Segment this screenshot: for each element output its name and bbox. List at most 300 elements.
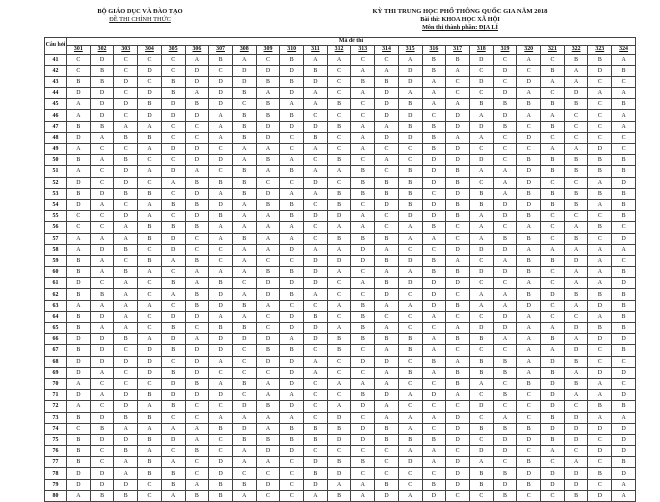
answer-cell: A xyxy=(517,278,541,289)
table-row xyxy=(45,390,636,401)
answer-cell: A xyxy=(588,199,612,210)
answer-cell: C xyxy=(493,222,517,233)
answer-cell: D xyxy=(446,278,470,289)
answer-cell: C xyxy=(398,356,422,367)
exam-code: 313 xyxy=(351,46,375,55)
answer-cell: A xyxy=(138,267,162,278)
answer-cell: C xyxy=(422,423,446,434)
answer-cell: D xyxy=(541,468,565,479)
answer-cell: C xyxy=(446,289,470,300)
answer-cell: D xyxy=(469,323,493,334)
answer-cell: A xyxy=(67,99,91,110)
answer-cell: C xyxy=(612,222,636,233)
answer-cell: B xyxy=(138,222,162,233)
answer-cell: B xyxy=(327,121,351,132)
answer-cell: C xyxy=(280,255,304,266)
answer-cell: A xyxy=(375,323,399,334)
table-row xyxy=(45,166,636,177)
answer-cell: B xyxy=(564,155,588,166)
answer-cell: B xyxy=(185,177,209,188)
answer-cell: B xyxy=(398,177,422,188)
answer-cell: A xyxy=(256,222,280,233)
answer-cell: B xyxy=(327,490,351,501)
answer-cell: B xyxy=(327,457,351,468)
table-row xyxy=(45,490,636,501)
answer-cell: B xyxy=(185,446,209,457)
answer-cell: A xyxy=(398,267,422,278)
answer-cell: B xyxy=(67,267,91,278)
answer-cell: A xyxy=(446,356,470,367)
answer-cell: D xyxy=(564,412,588,423)
answer-cell: D xyxy=(114,76,138,87)
answer-cell: D xyxy=(304,334,328,345)
answer-cell: A xyxy=(422,334,446,345)
answer-cell: A xyxy=(138,446,162,457)
answer-cell: B xyxy=(375,434,399,445)
answer-cell: D xyxy=(280,244,304,255)
answer-cell: A xyxy=(232,155,256,166)
answer-cell: A xyxy=(517,345,541,356)
table-row xyxy=(45,110,636,121)
answer-cell: D xyxy=(469,446,493,457)
answer-cell: A xyxy=(304,289,328,300)
answer-cell: C xyxy=(588,457,612,468)
answer-cell: A xyxy=(304,144,328,155)
answer-cell: D xyxy=(446,479,470,490)
answer-cell: C xyxy=(493,132,517,143)
answer-cell: A xyxy=(280,233,304,244)
answer-cell: A xyxy=(517,222,541,233)
answer-cell: A xyxy=(114,222,138,233)
answer-cell: D xyxy=(185,76,209,87)
answer-cell: B xyxy=(351,188,375,199)
answer-cell: C xyxy=(446,311,470,322)
answer-cell: B xyxy=(469,423,493,434)
answer-cell: B xyxy=(185,300,209,311)
answer-cell: C xyxy=(327,76,351,87)
answer-cell: A xyxy=(138,211,162,222)
answer-cell: D xyxy=(446,468,470,479)
answer-cell: B xyxy=(375,423,399,434)
answer-cell: D xyxy=(304,211,328,222)
answer-cell: B xyxy=(232,434,256,445)
answer-cell: C xyxy=(90,144,114,155)
answer-cell: B xyxy=(67,76,91,87)
answer-cell: A xyxy=(517,110,541,121)
answer-cell: C xyxy=(493,155,517,166)
table-row xyxy=(45,468,636,479)
answer-cell: C xyxy=(612,378,636,389)
answer-cell: B xyxy=(398,199,422,210)
question-number: 68 xyxy=(45,356,67,367)
answer-cell: A xyxy=(612,479,636,490)
answer-cell: B xyxy=(67,446,91,457)
answer-cell: A xyxy=(67,490,91,501)
answer-cell: B xyxy=(161,345,185,356)
answer-cell: C xyxy=(209,144,233,155)
table-row xyxy=(45,244,636,255)
answer-cell: C xyxy=(446,222,470,233)
answer-cell: A xyxy=(541,323,565,334)
answer-cell: D xyxy=(564,255,588,266)
exam-code: 321 xyxy=(541,46,565,55)
answer-cell: C xyxy=(138,289,162,300)
answer-cell: D xyxy=(232,65,256,76)
answer-cell: A xyxy=(327,401,351,412)
answer-cell: A xyxy=(375,401,399,412)
answer-cell: D xyxy=(422,166,446,177)
answer-cell: A xyxy=(564,390,588,401)
answer-cell: B xyxy=(232,110,256,121)
answer-cell: D xyxy=(256,356,280,367)
answer-cell: D xyxy=(375,110,399,121)
answer-cell: C xyxy=(588,356,612,367)
answer-cell: B xyxy=(304,423,328,434)
exam-code: 315 xyxy=(398,46,422,55)
answer-cell: B xyxy=(256,267,280,278)
question-number: 51 xyxy=(45,166,67,177)
answer-cell: D xyxy=(280,65,304,76)
exam-code: 301 xyxy=(67,46,91,55)
answer-cell: A xyxy=(304,54,328,65)
answer-cell: B xyxy=(446,166,470,177)
answer-cell: D xyxy=(588,334,612,345)
answer-cell: B xyxy=(161,468,185,479)
answer-cell: D xyxy=(185,155,209,166)
table-row xyxy=(45,177,636,188)
answer-cell: D xyxy=(422,278,446,289)
answer-cell: D xyxy=(209,345,233,356)
answer-cell: D xyxy=(588,367,612,378)
answer-cell: B xyxy=(256,155,280,166)
answer-cell: A xyxy=(185,166,209,177)
answer-cell: B xyxy=(256,110,280,121)
answer-cell: B xyxy=(232,323,256,334)
answer-cell: D xyxy=(517,434,541,445)
question-number: 41 xyxy=(45,54,67,65)
answer-cell: A xyxy=(232,267,256,278)
answer-cell: D xyxy=(209,155,233,166)
answer-cell: D xyxy=(588,423,612,434)
answer-cell: D xyxy=(161,311,185,322)
answer-cell: C xyxy=(588,211,612,222)
answer-cell: C xyxy=(446,233,470,244)
answer-cell: A xyxy=(612,88,636,99)
answer-cell: D xyxy=(493,323,517,334)
answer-cell: D xyxy=(446,155,470,166)
answer-cell: A xyxy=(138,121,162,132)
answer-cell: C xyxy=(351,155,375,166)
answer-cell: D xyxy=(375,199,399,210)
answer-cell: B xyxy=(185,255,209,266)
answer-cell: C xyxy=(398,144,422,155)
table-row xyxy=(45,457,636,468)
answer-cell: D xyxy=(114,479,138,490)
question-number: 70 xyxy=(45,378,67,389)
answer-cell: B xyxy=(90,289,114,300)
answer-cell: C xyxy=(90,222,114,233)
answer-cell: B xyxy=(138,99,162,110)
answer-cell: C xyxy=(541,300,565,311)
table-row xyxy=(45,222,636,233)
answer-cell: A xyxy=(398,490,422,501)
answer-cell: B xyxy=(493,423,517,434)
answer-cell: A xyxy=(185,434,209,445)
answer-cell: B xyxy=(469,356,493,367)
answer-cell: A xyxy=(422,345,446,356)
answer-cell: C xyxy=(564,177,588,188)
table-row xyxy=(45,356,636,367)
answer-cell: C xyxy=(67,423,91,434)
table-row xyxy=(45,311,636,322)
answer-cell: B xyxy=(138,255,162,266)
answer-cell: B xyxy=(138,434,162,445)
answer-cell: B xyxy=(517,155,541,166)
answer-cell: B xyxy=(541,65,565,76)
answer-cell: D xyxy=(351,434,375,445)
answer-cell: A xyxy=(588,244,612,255)
answer-cell: A xyxy=(138,334,162,345)
answer-cell: C xyxy=(138,323,162,334)
answer-cell: A xyxy=(564,144,588,155)
answer-cell: A xyxy=(493,289,517,300)
answer-cell: B xyxy=(564,356,588,367)
answer-cell: B xyxy=(280,166,304,177)
answer-cell: D xyxy=(67,88,91,99)
answer-cell: C xyxy=(304,401,328,412)
answer-cell: D xyxy=(161,110,185,121)
answer-cell: A xyxy=(422,311,446,322)
answer-cell: D xyxy=(90,88,114,99)
answer-cell: A xyxy=(67,244,91,255)
question-number: 56 xyxy=(45,222,67,233)
answer-cell: B xyxy=(304,311,328,322)
answer-cell: A xyxy=(209,110,233,121)
answer-cell: A xyxy=(232,222,256,233)
answer-cell: D xyxy=(564,479,588,490)
answer-cell: B xyxy=(256,99,280,110)
answer-cell: C xyxy=(351,110,375,121)
answer-cell: C xyxy=(67,222,91,233)
answer-cell: C xyxy=(280,132,304,143)
answer-cell: C xyxy=(256,177,280,188)
answer-cell: A xyxy=(161,457,185,468)
answer-cell: A xyxy=(327,300,351,311)
answer-cell: D xyxy=(280,323,304,334)
answer-cell: D xyxy=(612,446,636,457)
answer-cell: A xyxy=(398,222,422,233)
answer-cell: B xyxy=(564,490,588,501)
answer-cell: B xyxy=(541,188,565,199)
answer-cell: D xyxy=(304,76,328,87)
answer-cell: D xyxy=(517,177,541,188)
answer-cell: D xyxy=(304,177,328,188)
answer-cell: B xyxy=(612,166,636,177)
answer-cell: B xyxy=(422,479,446,490)
answer-cell: C xyxy=(327,356,351,367)
answer-cell: A xyxy=(256,423,280,434)
answer-cell: D xyxy=(612,334,636,345)
answer-cell: A xyxy=(209,412,233,423)
answer-cell: D xyxy=(161,99,185,110)
answer-cell: D xyxy=(90,99,114,110)
answer-cell: A xyxy=(517,323,541,334)
answer-cell: A xyxy=(304,188,328,199)
answer-cell: B xyxy=(446,177,470,188)
answer-cell: A xyxy=(114,311,138,322)
answer-cell: C xyxy=(161,65,185,76)
answer-cell: B xyxy=(114,334,138,345)
answer-cell: A xyxy=(209,356,233,367)
answer-cell: A xyxy=(256,244,280,255)
answer-cell: D xyxy=(138,65,162,76)
question-number: 76 xyxy=(45,446,67,457)
answer-cell: C xyxy=(114,367,138,378)
answer-cell: C xyxy=(517,390,541,401)
answer-cell: B xyxy=(114,267,138,278)
exam-code: 319 xyxy=(493,46,517,55)
answer-cell: A xyxy=(541,76,565,87)
table-row xyxy=(45,211,636,222)
answer-cell: B xyxy=(256,199,280,210)
answer-cell: C xyxy=(493,54,517,65)
exam-code: 318 xyxy=(469,46,493,55)
answer-cell: B xyxy=(588,222,612,233)
answer-cell: C xyxy=(185,401,209,412)
answer-cell: D xyxy=(375,99,399,110)
question-number: 65 xyxy=(45,323,67,334)
answer-cell: C xyxy=(304,412,328,423)
answer-cell: D xyxy=(398,132,422,143)
answer-cell: A xyxy=(612,121,636,132)
answer-cell: B xyxy=(517,378,541,389)
answer-cell: B xyxy=(90,121,114,132)
question-number: 69 xyxy=(45,367,67,378)
answer-cell: D xyxy=(138,110,162,121)
answer-cell: D xyxy=(90,479,114,490)
answer-cell: D xyxy=(280,401,304,412)
question-number: 48 xyxy=(45,132,67,143)
exam-code: 305 xyxy=(161,46,185,55)
answer-cell: D xyxy=(256,65,280,76)
answer-cell: C xyxy=(161,412,185,423)
answer-cell: B xyxy=(114,244,138,255)
answer-cell: B xyxy=(493,390,517,401)
answer-cell: D xyxy=(327,468,351,479)
answer-cell: C xyxy=(398,378,422,389)
answer-cell: D xyxy=(90,412,114,423)
answer-cell: C xyxy=(398,479,422,490)
answer-cell: A xyxy=(351,65,375,76)
answer-cell: D xyxy=(541,423,565,434)
answer-cell: B xyxy=(256,401,280,412)
answer-cell: D xyxy=(280,446,304,457)
answer-cell: A xyxy=(161,490,185,501)
answer-cell: B xyxy=(517,267,541,278)
answer-cell: C xyxy=(398,289,422,300)
answer-cell: C xyxy=(114,54,138,65)
answer-cell: C xyxy=(256,255,280,266)
answer-cell: B xyxy=(564,199,588,210)
question-number: 47 xyxy=(45,121,67,132)
answer-cell: C xyxy=(280,457,304,468)
answer-cell: B xyxy=(375,334,399,345)
answer-cell: A xyxy=(67,166,91,177)
answer-cell: C xyxy=(327,132,351,143)
answer-cell: D xyxy=(327,211,351,222)
answer-cell: B xyxy=(469,334,493,345)
table-row xyxy=(45,255,636,266)
answer-cell: B xyxy=(185,490,209,501)
answer-cell: C xyxy=(541,177,565,188)
answer-cell: A xyxy=(209,378,233,389)
table-row xyxy=(45,367,636,378)
answer-cell: D xyxy=(327,434,351,445)
answer-cell: B xyxy=(564,99,588,110)
table-row xyxy=(45,289,636,300)
answer-cell: D xyxy=(517,468,541,479)
answer-cell: A xyxy=(90,233,114,244)
question-number: 74 xyxy=(45,423,67,434)
answer-cell: B xyxy=(351,166,375,177)
table-row xyxy=(45,267,636,278)
answer-cell: A xyxy=(90,300,114,311)
answer-cell: C xyxy=(446,88,470,99)
answer-cell: D xyxy=(161,233,185,244)
answer-cell: C xyxy=(541,211,565,222)
answer-cell: B xyxy=(351,390,375,401)
question-column-header: Câu hỏi xyxy=(45,38,67,55)
answer-cell: D xyxy=(564,468,588,479)
answer-cell: C xyxy=(232,278,256,289)
answer-cell: A xyxy=(375,300,399,311)
answer-cell: B xyxy=(612,99,636,110)
answer-cell: A xyxy=(493,255,517,266)
table-row xyxy=(45,199,636,210)
answer-cell: D xyxy=(161,166,185,177)
answer-cell: B xyxy=(209,54,233,65)
answer-cell: A xyxy=(469,378,493,389)
answer-cell: A xyxy=(280,99,304,110)
answer-cell: A xyxy=(351,211,375,222)
answer-cell: C xyxy=(469,88,493,99)
answer-cell: C xyxy=(138,244,162,255)
answer-cell: C xyxy=(375,222,399,233)
answer-cell: A xyxy=(209,121,233,132)
answer-cell: B xyxy=(517,479,541,490)
answer-cell: A xyxy=(185,423,209,434)
answer-cell: A xyxy=(304,99,328,110)
answer-cell: D xyxy=(138,88,162,99)
exam-info-block xyxy=(300,8,620,32)
answer-cell: B xyxy=(541,255,565,266)
answer-cell: A xyxy=(517,244,541,255)
answer-cell: D xyxy=(304,479,328,490)
answer-cell: D xyxy=(469,54,493,65)
answer-cell: C xyxy=(588,110,612,121)
answer-cell: B xyxy=(375,188,399,199)
answer-cell: D xyxy=(493,211,517,222)
answer-cell: A xyxy=(517,54,541,65)
answer-cell: C xyxy=(517,412,541,423)
answer-cell: A xyxy=(493,334,517,345)
answer-cell: D xyxy=(90,188,114,199)
answer-cell: B xyxy=(280,423,304,434)
answer-cell: B xyxy=(469,99,493,110)
answer-cell: D xyxy=(161,390,185,401)
answer-cell: C xyxy=(327,311,351,322)
answer-cell: B xyxy=(422,54,446,65)
